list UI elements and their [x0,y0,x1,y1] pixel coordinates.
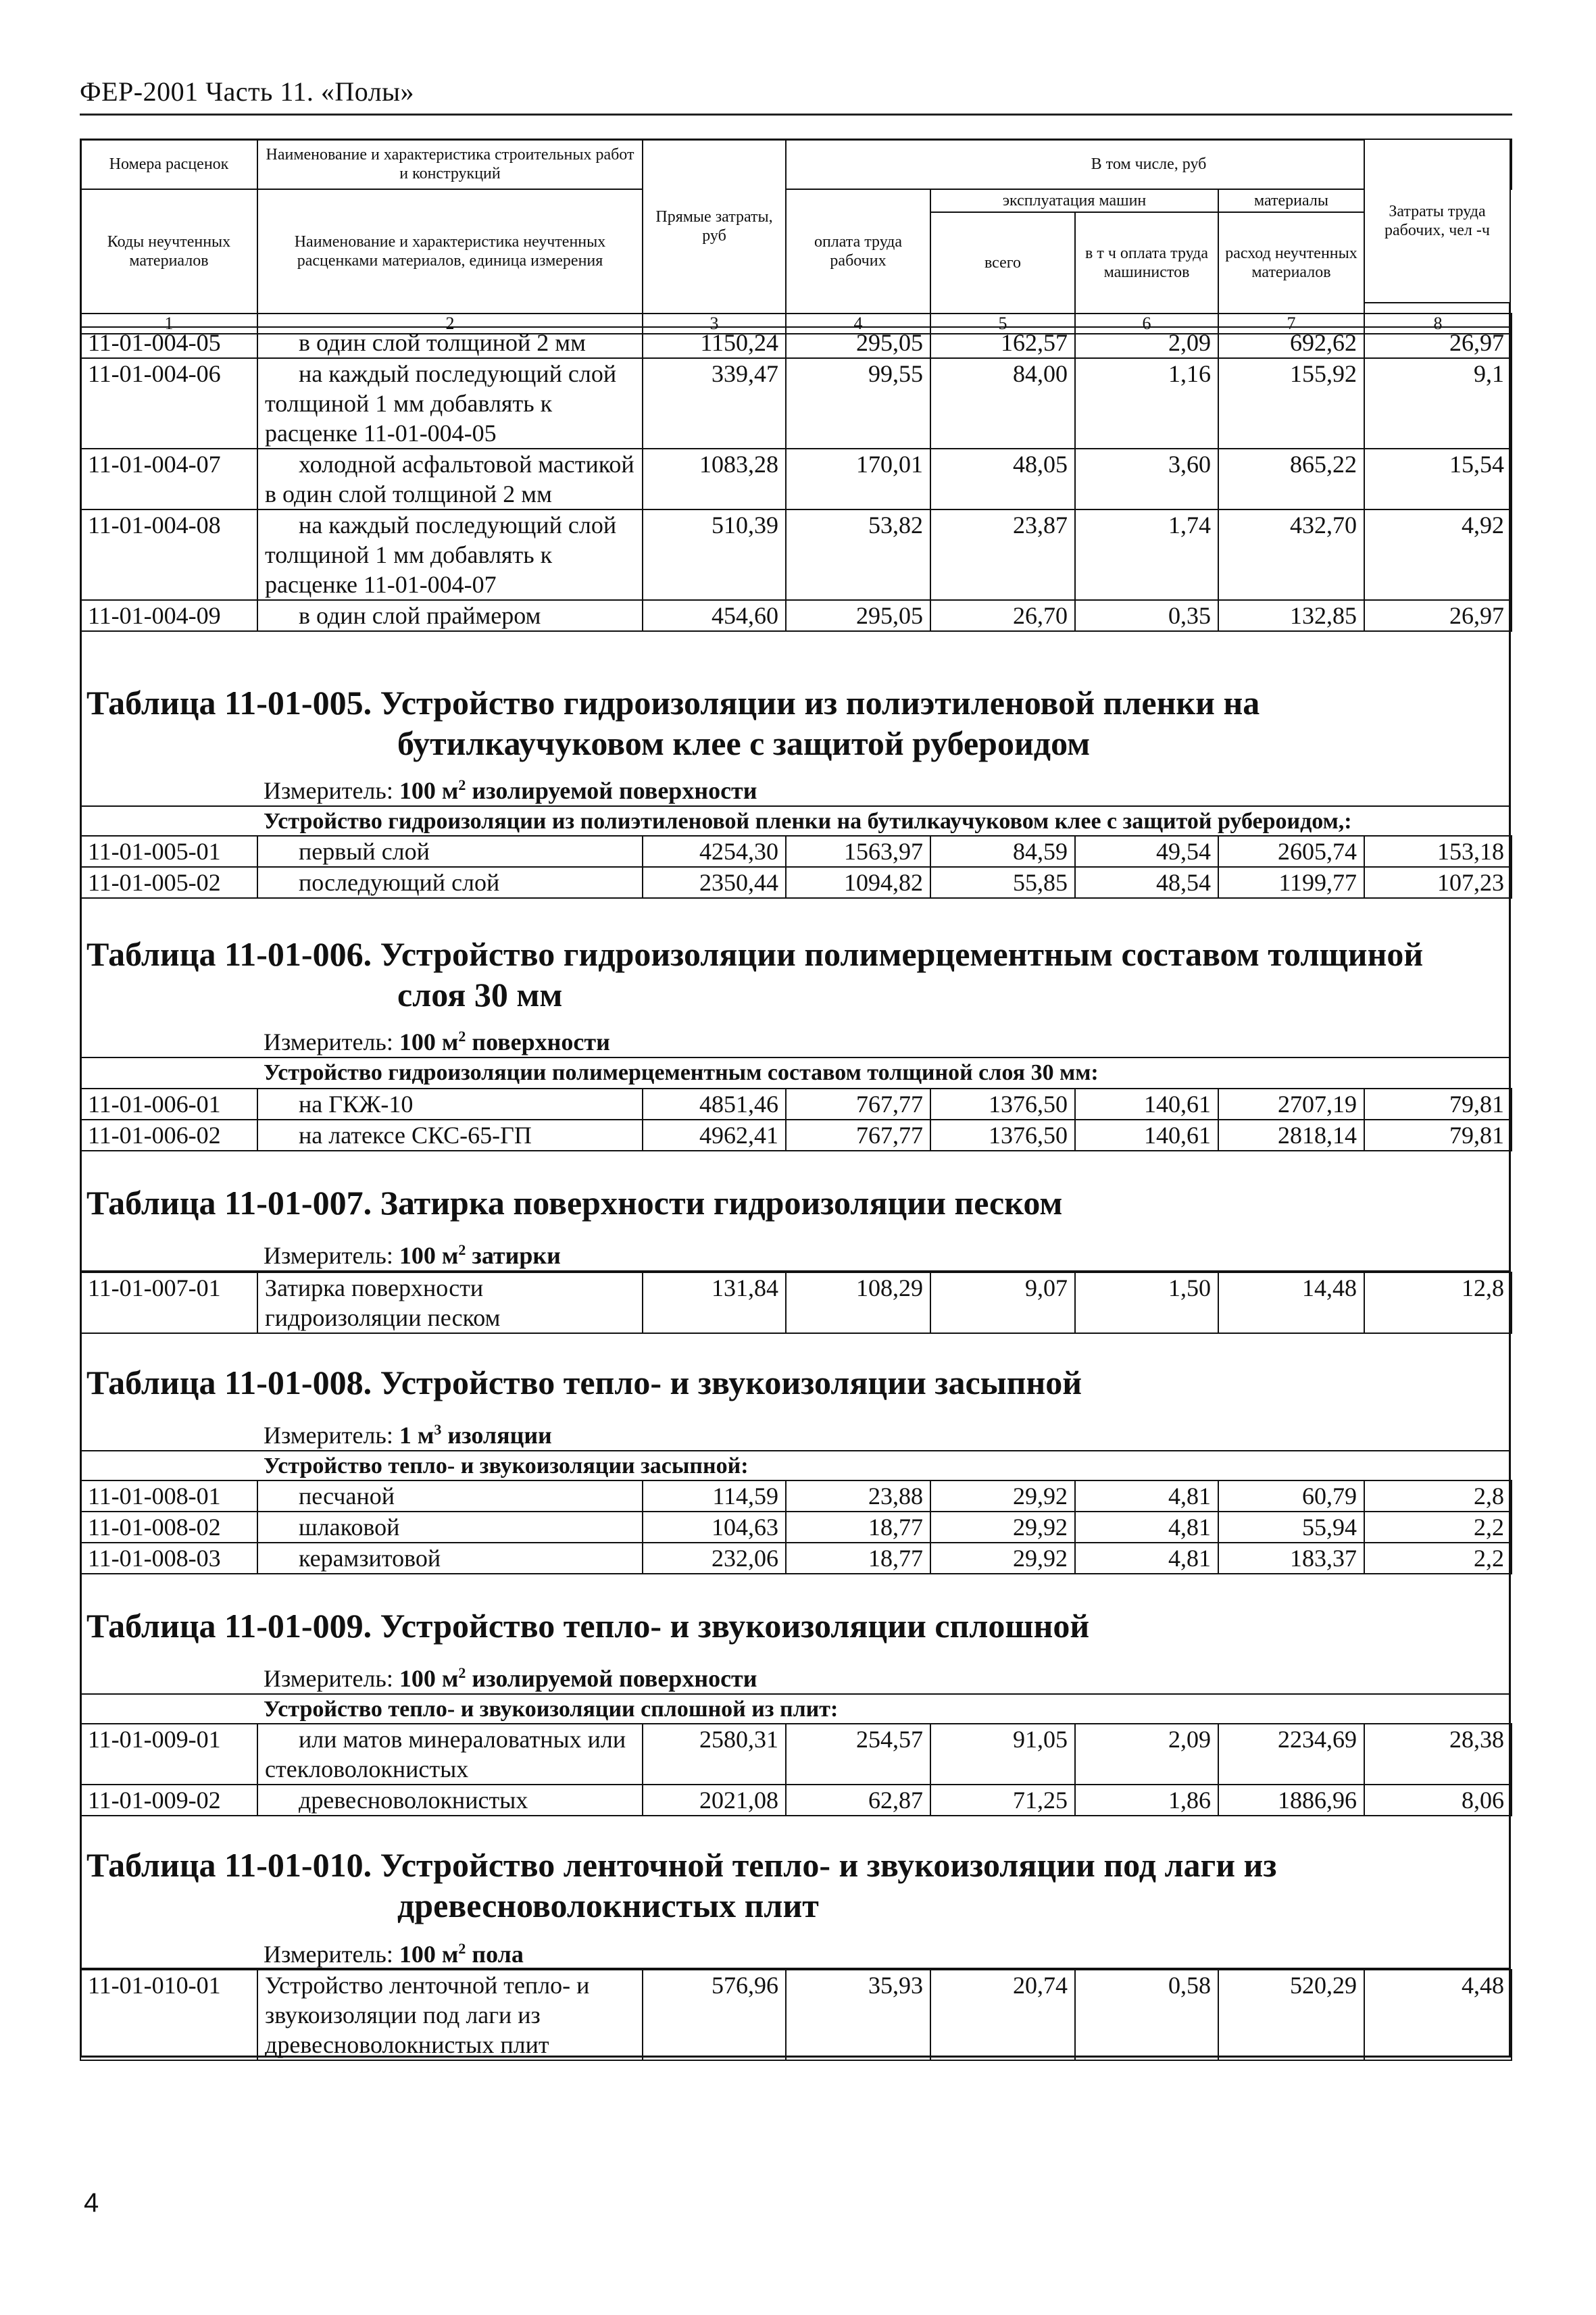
hdr-unaccounted-materials: расход неучтенных материалов [1218,212,1364,314]
col-number: 2 [257,314,643,334]
cell-machines: 48,05 [930,449,1075,509]
cell-materials: 1199,77 [1218,867,1364,898]
cell-code: 11-01-006-02 [80,1120,257,1151]
cell-operators: 2,09 [1075,1724,1218,1785]
cell-operators: 4,81 [1075,1512,1218,1543]
cell-hours: 2,2 [1364,1543,1512,1574]
measure-value: 100 м [399,1028,459,1055]
cell-labor: 1563,97 [786,836,930,867]
measure-prefix: Измеритель: [264,1242,399,1269]
section-rule [80,1693,1511,1695]
hdr-labor-pay: оплата труда рабочих [786,189,930,314]
cell-code: 11-01-010-01 [80,1970,257,2060]
table-title [86,1605,1492,1646]
running-header: ФЕР-2001 Часть 11. «Полы» [80,76,415,107]
table-row [80,1272,1512,1333]
measure-suffix: изоляции [441,1422,552,1449]
hdr-operator-pay: в т ч оплата труда машинистов [1075,212,1218,314]
rates-table [80,1969,1512,2061]
rates-table [80,1480,1512,1574]
measure-exponent: 2 [458,1664,466,1681]
section-subheading: Устройство тепло- и звукоизоляции засыпной: [264,1453,749,1478]
cell-materials: 55,94 [1218,1512,1364,1543]
cell-code: 11-01-006-01 [80,1089,257,1120]
cell-machines: 84,00 [930,358,1075,449]
cell-materials: 1886,96 [1218,1785,1364,1816]
cell-code: 11-01-007-01 [80,1272,257,1333]
cell-materials: 14,48 [1218,1272,1364,1333]
measure-exponent: 2 [458,1940,466,1957]
cell-code: 11-01-008-03 [80,1543,257,1574]
cell-code: 11-01-004-09 [80,600,257,631]
cell-machines: 9,07 [930,1272,1075,1333]
cell-code: 11-01-004-07 [80,449,257,509]
cell-operators: 1,16 [1075,358,1218,449]
measure-suffix: затирки [466,1242,561,1269]
cell-labor: 35,93 [786,1970,930,2060]
cell-direct: 454,60 [643,600,786,631]
cell-hours: 107,23 [1364,867,1512,898]
hdr-machines-total: всего [930,212,1075,314]
measure-prefix: Измеритель: [264,1941,399,1968]
cell-labor: 295,05 [786,327,930,358]
cell-code: 11-01-004-08 [80,509,257,600]
cell-hours: 9,1 [1364,358,1512,449]
hdr-labor-hours-cell [1364,139,1511,303]
table-row [80,1785,1512,1816]
table-title-line: Таблица 11-01-007. Затирка поверхности гидроизоляции песком [86,1184,1063,1222]
table-row [80,358,1512,449]
cell-name: на латексе СКС-65-ГП [257,1120,643,1151]
table-row [80,327,1512,358]
cell-name: древесноволокнистых [257,1785,643,1816]
cell-materials: 2707,19 [1218,1089,1364,1120]
cell-direct: 510,39 [643,509,786,600]
cell-direct: 2580,31 [643,1724,786,1785]
cell-direct: 104,63 [643,1512,786,1543]
cell-materials: 2818,14 [1218,1120,1364,1151]
cell-direct: 114,59 [643,1480,786,1512]
cell-materials: 520,29 [1218,1970,1364,2060]
col-number: 3 [643,314,786,334]
measure-value: 100 м [399,1665,459,1692]
table-row [80,1543,1512,1574]
cell-labor: 23,88 [786,1480,930,1512]
cell-name: на каждый последующий слой толщиной 1 мм добавлять к расценке 11-01-004-05 [257,358,643,449]
cell-labor: 295,05 [786,600,930,631]
cell-hours: 15,54 [1364,449,1512,509]
measurement-unit [264,1941,524,1968]
col-number: 8 [1364,314,1512,334]
table-title-line: Таблица 11-01-010. Устройство ленточной тепло- и звукоизоляции под лаги из [86,1846,1277,1884]
cell-operators: 49,54 [1075,836,1218,867]
measurement-unit [264,1665,757,1692]
hdr-including-rub: В том числе, руб [786,139,1512,189]
cell-name: холодной асфальтовой мастикой в один слой толщиной 2 мм [257,449,643,509]
table-row [80,449,1512,509]
table-title-line: бутилкаучуковом клее с защитой рубероидом [397,724,1091,762]
cell-direct: 1150,24 [643,327,786,358]
cell-machines: 23,87 [930,509,1075,600]
rates-table [80,1272,1512,1334]
measure-suffix: поверхности [466,1028,610,1055]
cell-code: 11-01-008-01 [80,1480,257,1512]
cell-hours: 26,97 [1364,600,1512,631]
cell-code: 11-01-004-06 [80,358,257,449]
col-number: 5 [930,314,1075,334]
cell-materials: 692,62 [1218,327,1364,358]
hdr-direct-costs: Прямые затраты, руб [643,139,786,314]
cell-machines: 1376,50 [930,1120,1075,1151]
hdr-material-codes: Коды неучтенных материалов [80,189,257,314]
cell-code: 11-01-008-02 [80,1512,257,1543]
cell-name: Затирка поверхности гидроизоляции песком [257,1272,643,1333]
cell-hours: 8,06 [1364,1785,1512,1816]
table-title [86,682,1492,764]
measure-suffix: изолируемой поверхности [466,1665,757,1692]
rates-table-header [80,139,1512,334]
cell-operators: 140,61 [1075,1120,1218,1151]
cell-code: 11-01-009-02 [80,1785,257,1816]
hdr-labor-hours-label: Затраты труда рабочих, чел -ч [1385,203,1490,239]
measure-suffix: изолируемой поверхности [466,777,757,804]
measurement-unit [264,777,757,804]
page-number: 4 [84,2188,99,2218]
cell-direct: 2021,08 [643,1785,786,1816]
hdr-rate-numbers: Номера расценок [80,139,257,189]
cell-machines: 91,05 [930,1724,1075,1785]
cell-name: на ГКЖ-10 [257,1089,643,1120]
section-rule [80,1450,1511,1451]
cell-hours: 4,48 [1364,1970,1512,2060]
table-row [80,1480,1512,1512]
cell-direct: 339,47 [643,358,786,449]
table-row [80,836,1512,867]
measure-suffix: пола [466,1941,524,1968]
cell-labor: 108,29 [786,1272,930,1333]
cell-name: в один слой праймером [257,600,643,631]
col-number: 4 [786,314,930,334]
cell-machines: 162,57 [930,327,1075,358]
measure-exponent: 2 [458,776,466,793]
section-rule [80,1057,1511,1058]
measure-value: 100 м [399,777,459,804]
cell-name: на каждый последующий слой толщиной 1 мм добавлять к расценке 11-01-004-07 [257,509,643,600]
table-title-line: Таблица 11-01-005. Устройство гидроизоляции из полиэтиленовой пленки на [86,684,1260,722]
table-row [80,1089,1512,1120]
cell-direct: 1083,28 [643,449,786,509]
cell-hours: 153,18 [1364,836,1512,867]
cell-labor: 254,57 [786,1724,930,1785]
measurement-unit [264,1242,561,1269]
cell-operators: 0,35 [1075,600,1218,631]
cell-code: 11-01-009-01 [80,1724,257,1785]
cell-code: 11-01-005-02 [80,867,257,898]
measure-exponent: 3 [434,1421,442,1438]
section-subheading: Устройство гидроизоляции полимерцементным составом толщиной слоя 30 мм: [264,1060,1099,1085]
table-row [80,1120,1512,1151]
table-title-line: Таблица 11-01-008. Устройство тепло- и звукоизоляции засыпной [86,1364,1082,1401]
rates-table [80,835,1512,899]
measure-value: 100 м [399,1941,459,1968]
cell-operators: 2,09 [1075,327,1218,358]
table-title [86,934,1492,1015]
cell-operators: 4,81 [1075,1543,1218,1574]
measurement-unit [264,1422,552,1449]
cell-labor: 1094,82 [786,867,930,898]
col-number: 6 [1075,314,1218,334]
rates-table [80,1088,1512,1151]
cell-machines: 29,92 [930,1480,1075,1512]
table-row [80,1724,1512,1785]
table-row [80,600,1512,631]
cell-name: Устройство ленточной тепло- и звукоизоляции под лаги из древесноволокнистых плит [257,1970,643,2060]
table-row [80,1512,1512,1543]
cell-operators: 140,61 [1075,1089,1218,1120]
cell-hours: 2,2 [1364,1512,1512,1543]
cell-direct: 2350,44 [643,867,786,898]
table-title-line: слоя 30 мм [397,976,563,1014]
cell-direct: 4962,41 [643,1120,786,1151]
cell-name: первый слой [257,836,643,867]
cell-direct: 4254,30 [643,836,786,867]
col-number: 1 [80,314,257,334]
table-title-line: Таблица 11-01-006. Устройство гидроизоляции полимерцементным составом толщиной [86,935,1424,973]
cell-hours: 79,81 [1364,1089,1512,1120]
cell-machines: 29,92 [930,1543,1075,1574]
cell-materials: 132,85 [1218,600,1364,631]
cell-operators: 4,81 [1075,1480,1218,1512]
hdr-materials: материалы [1218,189,1364,212]
section-subheading: Устройство тепло- и звукоизоляции сплошной из плит: [264,1697,839,1722]
header-rule [80,114,1512,116]
cell-operators: 0,58 [1075,1970,1218,2060]
measure-value: 100 м [399,1242,459,1269]
cell-labor: 767,77 [786,1089,930,1120]
cell-direct: 4851,46 [643,1089,786,1120]
cell-materials: 865,22 [1218,449,1364,509]
cell-labor: 99,55 [786,358,930,449]
cell-materials: 183,37 [1218,1543,1364,1574]
cell-machines: 26,70 [930,600,1075,631]
cell-labor: 767,77 [786,1120,930,1151]
cell-operators: 48,54 [1075,867,1218,898]
cell-materials: 2605,74 [1218,836,1364,867]
cell-operators: 3,60 [1075,449,1218,509]
cell-name: в один слой толщиной 2 мм [257,327,643,358]
cell-hours: 2,8 [1364,1480,1512,1512]
cell-materials: 155,92 [1218,358,1364,449]
cell-machines: 84,59 [930,836,1075,867]
cell-hours: 4,92 [1364,509,1512,600]
table-title-line: Таблица 11-01-009. Устройство тепло- и звукоизоляции сплошной [86,1607,1090,1645]
table-title [86,1183,1492,1223]
table-title [86,1845,1492,1926]
cell-hours: 12,8 [1364,1272,1512,1333]
cell-direct: 576,96 [643,1970,786,2060]
cell-name: керамзитовой [257,1543,643,1574]
cell-machines: 29,92 [930,1512,1075,1543]
table-11-01-004-rows [80,326,1512,632]
measurement-unit [264,1028,610,1055]
measure-prefix: Измеритель: [264,1422,399,1449]
rates-table [80,1723,1512,1816]
cell-name: или матов минераловатных или стекловолокнистых [257,1724,643,1785]
table-row [80,509,1512,600]
table-title [86,1362,1492,1403]
section-subheading: Устройство гидроизоляции из полиэтиленовой пленки на бутилкаучуковом клее с защитой рубероидом,: [264,809,1352,834]
cell-labor: 53,82 [786,509,930,600]
cell-code: 11-01-004-05 [80,327,257,358]
cell-direct: 232,06 [643,1543,786,1574]
cell-materials: 2234,69 [1218,1724,1364,1785]
cell-machines: 20,74 [930,1970,1075,2060]
cell-hours: 79,81 [1364,1120,1512,1151]
section-rule [80,805,1511,807]
hdr-machine-operation: эксплуатация машин [930,189,1218,212]
cell-machines: 1376,50 [930,1089,1075,1120]
cell-operators: 1,86 [1075,1785,1218,1816]
cell-code: 11-01-005-01 [80,836,257,867]
measure-prefix: Измеритель: [264,1665,399,1692]
cell-name: песчаной [257,1480,643,1512]
cell-labor: 18,77 [786,1512,930,1543]
cell-operators: 1,74 [1075,509,1218,600]
table-row [80,867,1512,898]
cell-labor: 18,77 [786,1543,930,1574]
cell-hours: 26,97 [1364,327,1512,358]
cell-name: шлаковой [257,1512,643,1543]
col-number: 7 [1218,314,1364,334]
cell-machines: 71,25 [930,1785,1075,1816]
cell-hours: 28,38 [1364,1724,1512,1785]
cell-machines: 55,85 [930,867,1075,898]
cell-materials: 432,70 [1218,509,1364,600]
measure-prefix: Измеритель: [264,777,399,804]
measure-prefix: Измеритель: [264,1028,399,1055]
cell-direct: 131,84 [643,1272,786,1333]
table-title-line: древесноволокнистых плит [397,1887,819,1924]
measure-exponent: 2 [458,1241,466,1258]
cell-operators: 1,50 [1075,1272,1218,1333]
measure-value: 1 м [399,1422,434,1449]
cell-labor: 170,01 [786,449,930,509]
cell-materials: 60,79 [1218,1480,1364,1512]
cell-name: последующий слой [257,867,643,898]
table-row [80,1970,1512,2060]
cell-labor: 62,87 [786,1785,930,1816]
hdr-material-description: Наименование и характеристика неучтенных расценками материалов, единица измерения [257,189,643,314]
hdr-work-description: Наименование и характеристика строительных работ и конструкций [257,139,643,189]
measure-exponent: 2 [458,1028,466,1045]
